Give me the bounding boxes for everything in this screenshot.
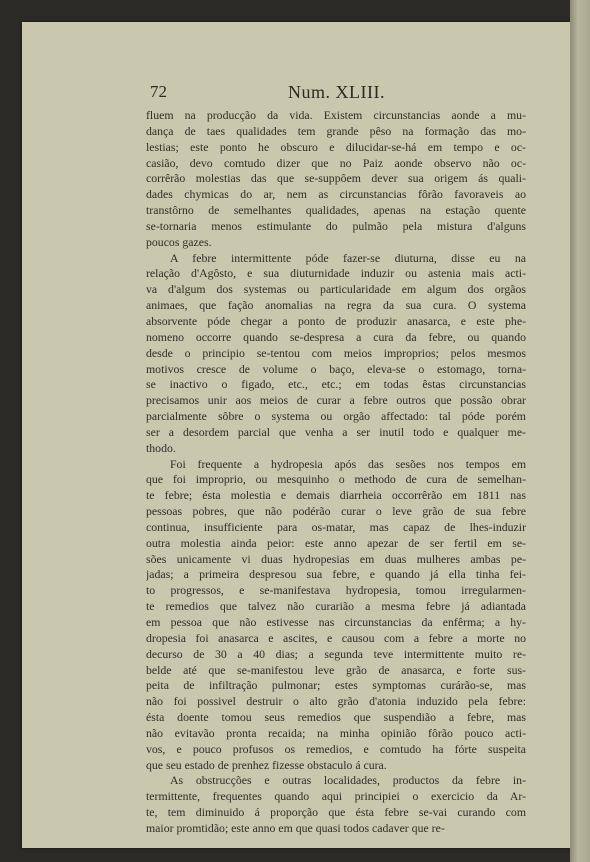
text-line: que foi improprio, ou mesquinho o methodo de cura de semelhan- [146,472,526,487]
text-line: te febre; ésta molestia e demais diarrheia occorrêrão em 1811 nas [146,488,526,503]
text-line: dades chymicas do ar, nem as circunstancias fôrão favoraveis ao [146,187,526,202]
text-line: não foi possivel destruir o alto grão d'atonia induzido pela febre: [146,694,526,709]
text-line: que seu estado de prenhez fizesse obstaculo á cura. [146,757,387,772]
running-title: Num. XLIII. [288,82,385,102]
text-line: dropesia foi anasarca e ascites, e causou com a febre a morte no [146,630,526,645]
text-line: Foi frequente a hydropesia após das sesões nos tempos em [170,456,526,471]
text-line: As obstrucções e outras localidades, productos da febre in- [170,773,526,788]
text-line: A febre intermittente póde fazer-se diuturna, disse eu na [170,250,526,265]
text-line: se-tornaria menos estimulante do pulmão pela mistura d'alguns [146,218,526,233]
text-line: poucos gazes. [146,234,212,249]
text-line: to progressos, e se-manifestava hydropesia, tomou irregularmen- [146,583,526,598]
body-text [146,108,526,837]
text-line: continua, insufficiente para os-matar, mas capaz de lhes-induzir [146,519,526,534]
text-line: nomeno occorre quando se-despresa a cura da febre, ou quando [146,329,526,344]
page-number: 72 [150,82,167,101]
text-line: animaes, que fação anomalias na regra da sua cura. O systema [146,298,526,313]
text-line: vos, e pouco profusos os remedios, e comtudo ha fórte suspeita [146,741,526,756]
adjacent-page-edge [570,0,590,862]
text-line: pessoas pobres, que não podérão curar o leve grão de sua febre [146,504,526,519]
text-line: em pessoa que não estivesse nas circunstancias da enfêrma; a hy- [146,615,526,629]
text-line: ésta doente tomou seus remedios que suspendião a febre, mas [146,710,526,725]
text-line: decurso de 30 a 40 dias; a segunda teve intermittente muito re- [146,646,526,661]
text-line: outra molestia ainda peior: este anno apezar de ser fertil em se- [146,535,526,550]
text-line: te, tem diminuido á proporção que ésta febre se-vai curando com [146,805,526,820]
text-line: maior promtidão; este anno em que quasi todos cadaver que re- [146,820,445,835]
text-line: casião, devo comtudo dizer que no Paiz aonde observo não oc- [146,155,526,170]
text-line: peita de infiltração pulmonar; estes symptomas curárão-se, mas [146,678,526,693]
text-line: corrêrão molestias das que se-suppôem dever sua origem ás quali- [146,171,526,186]
text-line: absorvente póde chegar a ponto de produzir anasarca, e este phe- [146,313,526,328]
text-line: belde até que se-manifestou leve grão de anasarca, e forte sus- [146,662,526,677]
text-line: se inactivo o figado, etc., etc.; em todas êstas circunstancias [146,377,526,392]
text-line: precisamos unir aos meios de curar a febre outros que possão obrar [146,393,526,408]
text-line: te remedios que talvez não curarião a mesma febre já adiantada [146,599,526,614]
text-line: thodo. [146,440,176,455]
text-line: relação d'Agôsto, e sua diuturnidade induzir ou astenia mais acti- [146,266,526,281]
page-header [150,82,530,106]
text-line: lestias; este ponto he obscuro e dilucidar-se-há em tempo e oc- [146,139,526,154]
text-line: termittente, frequentes quando aqui principiei o exercicio da Ar- [146,789,526,804]
text-line: motivos cresce de volume o baço, eleva-se o estomago, torna- [146,361,526,376]
text-line: parcialmente sôbre o systema ou orgão affectado: tal póde porém [146,409,526,424]
text-line: jadas; a primeira despresou sua febre, e quando já ella tinha fei- [146,567,526,582]
text-line: sões unicamente vi duas hydropesias em duas mulheres ambas pe- [146,551,526,566]
text-line: transtôrno de semelhantes qualidades, apenas na estação quente [146,203,526,218]
text-line: fluem na producção da vida. Existem circunstancias aonde a mu- [146,108,526,122]
text-line: va d'algum dos systemas ou particularidade em algum dos orgãos [146,282,526,297]
text-line: ser a desordem parcial que venha a ser inutil todo e qualquer me- [146,424,526,439]
text-line: não evitavão pronta recaida; na minha opinião fôrão pouco acti- [146,725,526,740]
text-line: desde o principio se-tentou com meios improprios; pelos mesmos [146,345,526,360]
text-line: dança de taes qualidades tem grande pêso na formação das mo- [146,123,526,138]
